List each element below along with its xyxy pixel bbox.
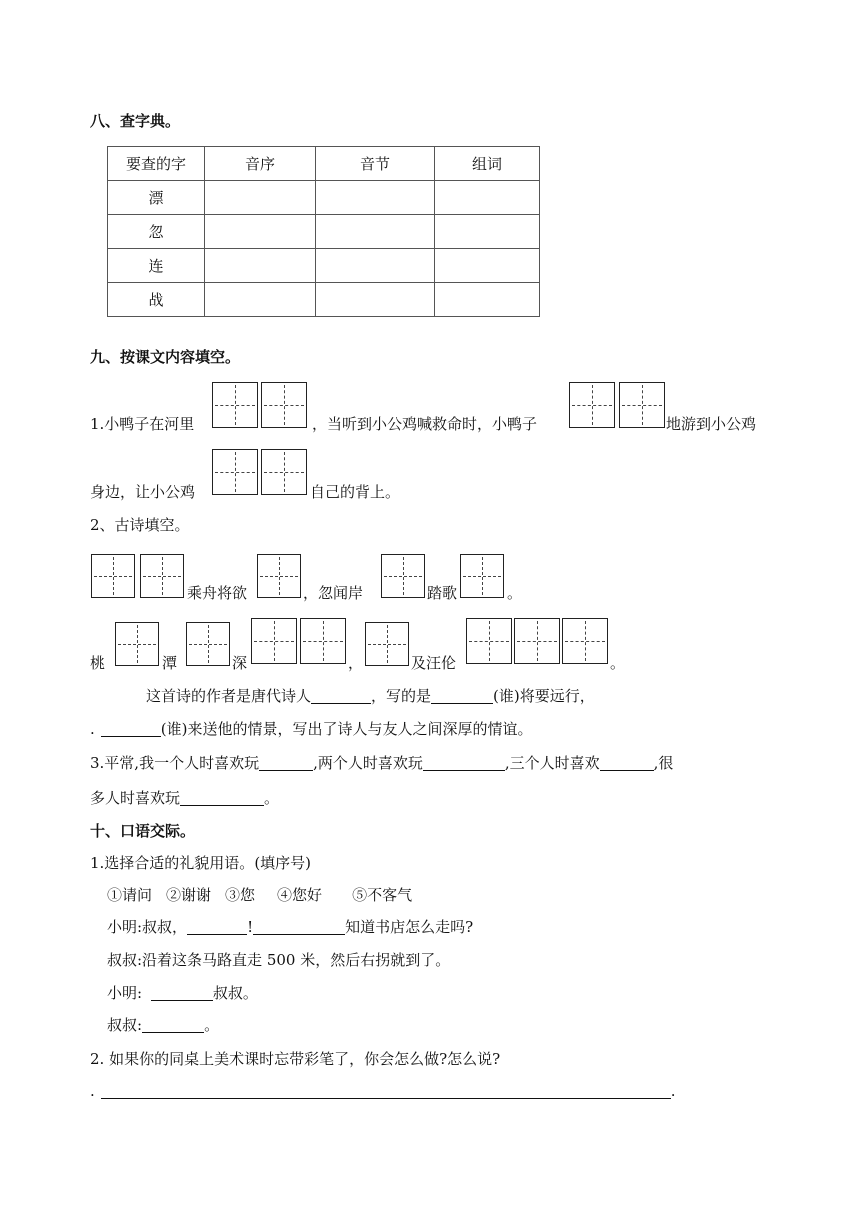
table-char-cell: 漂 <box>108 181 205 215</box>
tianzige-box[interactable] <box>466 618 512 664</box>
tianzige-box[interactable] <box>460 554 504 598</box>
section-9-heading: 九、按课文内容填空。 <box>90 348 241 366</box>
answer-cell[interactable] <box>316 181 435 215</box>
dialogue-line-2: 叔叔:沿着这条马路直走 500 米，然后右拐就到了。 <box>107 951 451 969</box>
q1-title: 1.选择合适的礼貌用语。(填序号) <box>90 854 312 872</box>
option-item: ③您 <box>225 886 256 904</box>
line-dot: . <box>670 1082 676 1100</box>
blank-line[interactable] <box>180 791 264 806</box>
sentence-text: (谁)来送他的情景，写出了诗人与友人之间深厚的情谊。 <box>160 720 533 738</box>
tianzige-box[interactable] <box>261 382 307 428</box>
answer-cell[interactable] <box>205 249 316 283</box>
poem-text: ，忽闻岸 <box>303 584 364 602</box>
blank-line[interactable] <box>142 1018 204 1033</box>
blank-line[interactable] <box>600 756 654 771</box>
dictionary-table <box>107 146 540 317</box>
q3-line-2 <box>90 791 279 806</box>
dialogue-text: 叔叔。 <box>212 984 258 1002</box>
tianzige-box[interactable] <box>569 382 615 428</box>
q3-text: ,两个人时喜欢玩 <box>313 754 423 772</box>
tianzige-box[interactable] <box>562 618 608 664</box>
blank-line[interactable] <box>253 920 345 935</box>
q2-title: 2、古诗填空。 <box>90 516 190 534</box>
answer-cell[interactable] <box>316 215 435 249</box>
q2-title: 2. 如果你的同桌上美术课时忘带彩笔了，你会怎么做?怎么说? <box>90 1050 501 1068</box>
option-item: ①请问 <box>107 886 153 904</box>
author-sentence <box>146 689 595 704</box>
table-header-cell: 要查的字 <box>108 147 205 181</box>
tianzige-box[interactable] <box>212 449 258 495</box>
sentence-text: (谁)将要远行， <box>493 687 595 705</box>
tianzige-box[interactable] <box>514 618 560 664</box>
tianzige-box[interactable] <box>257 554 301 598</box>
options-row <box>107 888 412 903</box>
sentence-text: ，写的是 <box>371 687 432 705</box>
tianzige-box[interactable] <box>91 554 135 598</box>
q3-text: ,很 <box>653 754 674 772</box>
answer-cell[interactable] <box>435 181 540 215</box>
answer-cell[interactable] <box>316 249 435 283</box>
poem-text: 。 <box>507 584 523 602</box>
table-header-cell: 组词 <box>435 147 540 181</box>
dialogue-text: 小明:叔叔， <box>107 918 188 936</box>
blank-line[interactable] <box>187 920 247 935</box>
tianzige-box[interactable] <box>251 618 297 664</box>
blank-line[interactable] <box>101 722 161 737</box>
tianzige-box[interactable] <box>186 622 230 666</box>
answer-cell[interactable] <box>205 215 316 249</box>
blank-line[interactable] <box>151 986 213 1001</box>
table-row <box>108 283 540 317</box>
blank-line[interactable] <box>259 756 313 771</box>
blank-line[interactable] <box>311 689 371 704</box>
dialogue-text: 知道书店怎么走吗? <box>345 918 474 936</box>
tianzige-box[interactable] <box>381 554 425 598</box>
answer-cell[interactable] <box>435 215 540 249</box>
q3-line-1 <box>90 756 673 771</box>
tianzige-box[interactable] <box>212 382 258 428</box>
option-item: ⑤不客气 <box>352 886 413 904</box>
tianzige-box[interactable] <box>115 622 159 666</box>
poem-text: 踏歌 <box>427 584 458 602</box>
table-row <box>108 215 540 249</box>
tianzige-box[interactable] <box>300 618 346 664</box>
line-dot: . <box>90 1082 95 1100</box>
poem-text: ， <box>348 654 364 672</box>
q1-text: 1.小鸭子在河里 <box>90 415 195 433</box>
q3-text: ,三个人时喜欢 <box>504 754 600 772</box>
q3-text: 多人时喜欢玩 <box>90 789 181 807</box>
blank-line[interactable] <box>423 756 505 771</box>
dialogue-text: ! <box>247 918 254 936</box>
tianzige-box[interactable] <box>619 382 665 428</box>
q1-text: 身边，让小公鸡 <box>90 483 196 501</box>
q1-text: 地游到小公鸡 <box>666 415 757 433</box>
table-header-row <box>108 147 540 181</box>
table-char-cell: 忽 <box>108 215 205 249</box>
table-row <box>108 181 540 215</box>
q3-text: 。 <box>264 789 280 807</box>
poem-text: 深 <box>232 654 248 672</box>
answer-blank[interactable] <box>101 1084 671 1099</box>
table-char-cell: 连 <box>108 249 205 283</box>
poem-text: 乘舟将欲 <box>187 584 248 602</box>
dialogue-line-3 <box>107 986 258 1001</box>
poem-text: 潭 <box>162 654 178 672</box>
tianzige-box[interactable] <box>140 554 184 598</box>
poem-text: 。 <box>610 654 626 672</box>
dialogue-line-1 <box>107 920 473 935</box>
dialogue-text: 。 <box>204 1016 220 1034</box>
tianzige-box[interactable] <box>261 449 307 495</box>
answer-cell[interactable] <box>435 249 540 283</box>
tianzige-box[interactable] <box>365 622 409 666</box>
q2-answer-line <box>90 1084 676 1099</box>
blank-line[interactable] <box>431 689 493 704</box>
q3-text: 3.平常,我一个人时喜欢玩 <box>90 754 260 772</box>
table-header-cell: 音序 <box>205 147 316 181</box>
answer-cell[interactable] <box>316 283 435 317</box>
answer-cell[interactable] <box>205 181 316 215</box>
answer-cell[interactable] <box>205 283 316 317</box>
dialogue-text: 叔叔: <box>107 1016 143 1034</box>
option-item: ④您好 <box>277 886 323 904</box>
q1-text: 自己的背上。 <box>310 483 401 501</box>
table-header-cell: 音节 <box>316 147 435 181</box>
section-8-heading: 八、查字典。 <box>90 112 181 130</box>
dialogue-line-4 <box>107 1018 219 1033</box>
table-char-cell: 战 <box>108 283 205 317</box>
section-10-heading: 十、口语交际。 <box>90 822 196 840</box>
poem-text: 桃 <box>90 654 106 672</box>
sentence-text: . <box>90 720 95 738</box>
author-sentence <box>90 722 533 737</box>
sentence-text: 这首诗的作者是唐代诗人 <box>146 687 312 705</box>
answer-cell[interactable] <box>435 283 540 317</box>
dialogue-text: 小明: <box>107 984 147 1002</box>
table-row <box>108 249 540 283</box>
option-item: ②谢谢 <box>166 886 212 904</box>
q1-text: ，当听到小公鸡喊救命时，小鸭子 <box>312 415 538 433</box>
poem-text: 及汪伦 <box>411 654 457 672</box>
